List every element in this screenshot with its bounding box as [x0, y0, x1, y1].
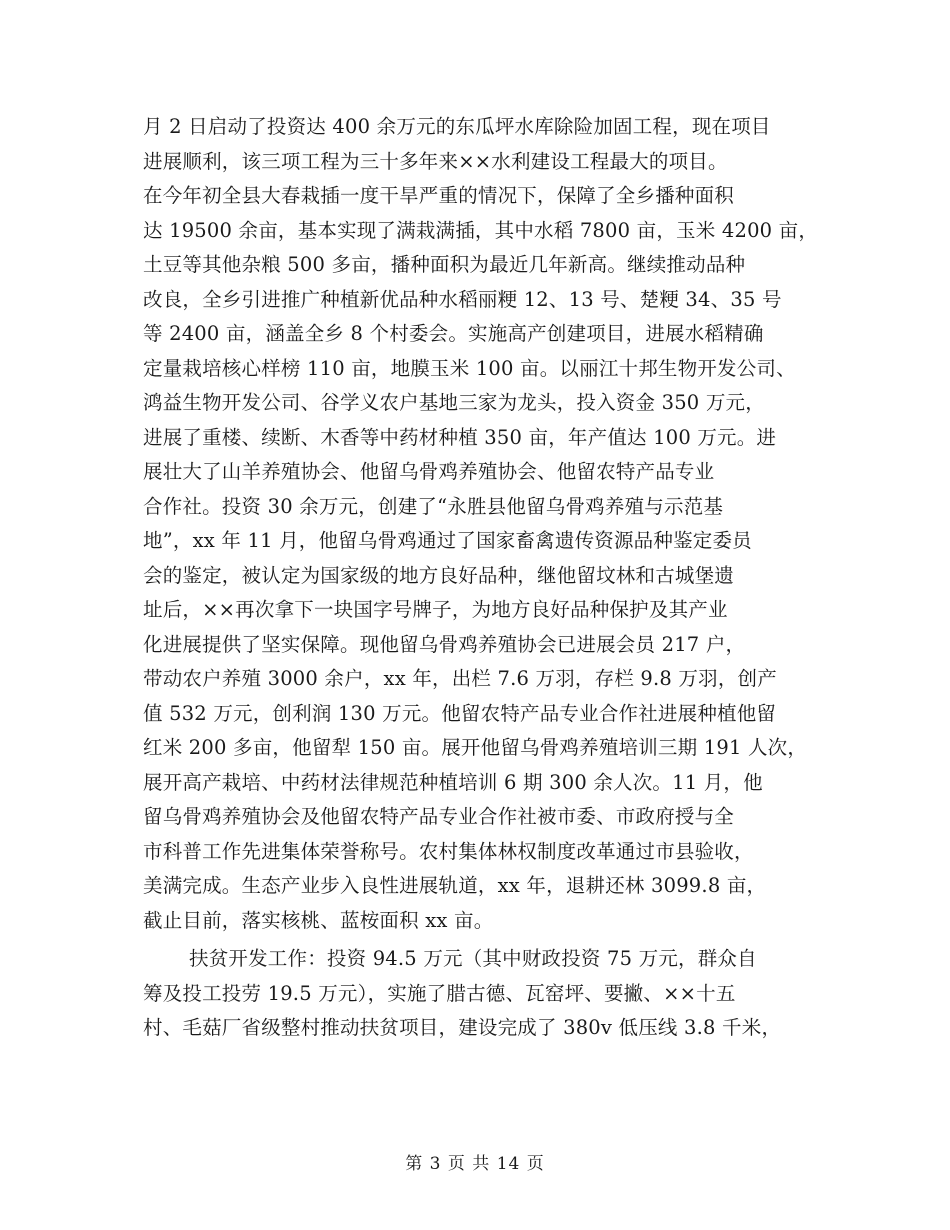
text-line: 展开高产栽培、中药材法律规范种植培训 6 期 300 余人次。11 月，他 [143, 770, 763, 794]
page-number: 第 3 页 共 14 页 [405, 1154, 545, 1174]
text-line: 筹及投工投劳 19.5 万元），实施了腊古德、瓦窑坪、要撇、××十五 [143, 981, 736, 1005]
text-line: 红米 200 多亩，他留犁 150 亩。展开他留乌骨鸡养殖培训三期 191 人次， [143, 736, 808, 759]
text-line: 截止目前，落实核桃、蓝桉面积 xx 亩。 [143, 908, 494, 932]
text-line: 值 532 万元，创利润 130 万元。他留农特产品专业合作社进展种植他留 [143, 701, 777, 725]
text-line: 留乌骨鸡养殖协会及他留农特产品专业合作社被市委、市政府授与全 [143, 805, 735, 828]
body-text [143, 110, 843, 1046]
paragraph-start-line: 扶贫开发工作：投资 94.5 万元（其中财政投资 75 万元，群众自 [189, 947, 757, 970]
text-line: 达 19500 余亩，基本实现了满栽满插，其中水稻 7800 亩，玉米 4200 亩， [143, 218, 819, 242]
text-line: 进展顺利，该三项工程为三十多年来××水利建设工程最大的项目。 [143, 149, 728, 173]
text-line: 化进展提供了坚实保障。现他留乌骨鸡养殖协会已进展会员 217 户， [143, 632, 746, 656]
text-line: 定量栽培核心样榜 110 亩，地膜玉米 100 亩。以丽江十邦生物开发公司、 [143, 356, 796, 380]
text-line: 进展了重楼、续断、木香等中药材种植 350 亩，年产值达 100 万元。进 [143, 425, 777, 449]
text-line: 展壮大了山羊养殖协会、他留乌骨鸡养殖协会、他留农特产品专业 [143, 460, 715, 483]
text-line: 美满完成。生态产业步入良性进展轨道，xx 年，退耕还林 3099.8 亩， [143, 874, 767, 897]
text-line: 市科普工作先进集体荣誉称号。农村集体林权制度改革通过市县验收， [143, 839, 754, 863]
text-line: 地”，xx 年 11 月，他留乌骨鸡通过了国家畜禽遗传资源品种鉴定委员 [143, 529, 752, 552]
text-line: 村、毛菇厂省级整村推动扶贫项目，建设完成了 380v 低压线 3.8 千米， [143, 1016, 782, 1039]
text-line: 址后，××再次拿下一块国字号牌子，为地方良好品种保护及其产业 [143, 598, 728, 621]
page-footer [0, 1153, 950, 1175]
text-line: 等 2400 亩，涵盖全乡 8 个村委会。实施高产创建项目，进展水稻精确 [143, 322, 764, 345]
text-line: 合作社。投资 30 余万元，创建了“永胜县他留乌骨鸡养殖与示范基 [143, 494, 724, 518]
text-line: 月 2 日启动了投资达 400 余万元的东瓜坪水库除险加固工程，现在项目 [143, 115, 771, 138]
text-line: 在今年初全县大春栽插一度干旱严重的情况下，保障了全乡播种面积 [143, 184, 735, 207]
text-line: 会的鉴定，被认定为国家级的地方良好品种，继他留坟林和古城堡遗 [143, 563, 735, 587]
text-line: 土豆等其他杂粮 500 多亩，播种面积为最近几年新高。继续推动品种 [143, 253, 746, 276]
text-line: 带动农户养殖 3000 余户，xx 年，出栏 7.6 万羽，存栏 9.8 万羽，创产 [143, 667, 777, 690]
text-line: 鸿益生物开发公司、谷学义农户基地三家为龙头，投入资金 350 万元， [143, 391, 765, 414]
text-line: 改良，全乡引进推广种植新优品种水稻丽粳 12、13 号、楚粳 34、35 号 [143, 287, 782, 311]
